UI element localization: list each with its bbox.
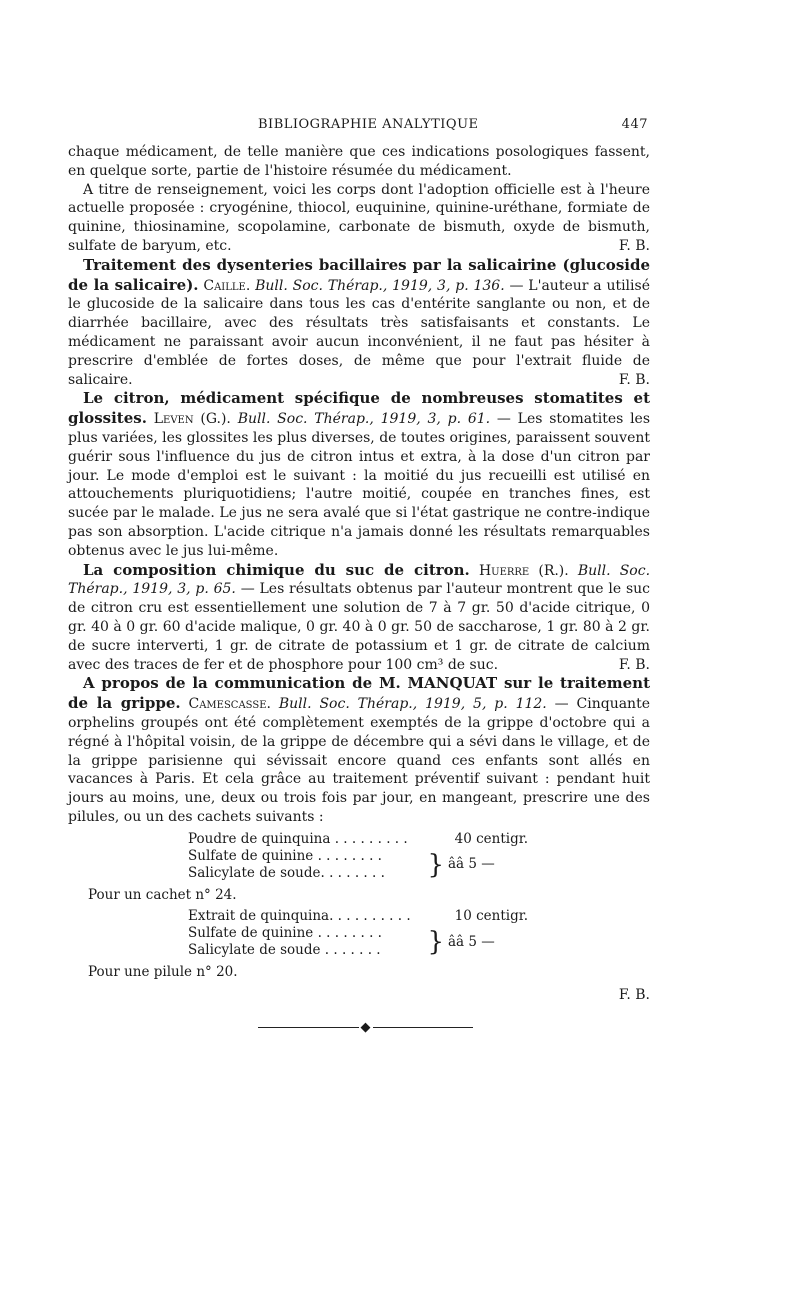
brace-glyph: } [427,849,444,880]
entry-author: Caille. [203,277,251,294]
formula-group: Sulfate de quinine . . . . . . . . Salicylate de soude . . . . . . . } ââ 5 — [188,925,495,959]
formula-line: Poudre de quinquina . . . . . . . . . 40 centigr. [188,830,528,847]
entry-reference: Bull. Soc. Thérap., 1919, 3, p. 136. [255,277,505,294]
entry-author: Leven (G.). [153,411,231,428]
formula-group: Sulfate de quinine . . . . . . . . Salicylate de soude. . . . . . . . } ââ 5 — [188,847,495,881]
entry-suc-citron [68,561,650,675]
page-number: 447 [621,117,648,132]
main-text [68,143,650,1005]
formula-cachet [188,831,528,882]
entry-body: — Les stomatites les plus variées, les glossites les plus diverses, de toutes origines, paraissent souvent guérir sous l'influence du jus de citron intus et extra, à la dose d'un citron par jour. Le mode d'emploi est le suivant : la moitié du jus recueilli est utilisé en attouchements pluriquotidiens; l'autre moitié, coupée en tranches fines, est sucée par le malade. Le jus ne sera avalé que si l'état gastrique ne contre-indique pas son absorption. L'acide citrique n'a jamais donné les résultats remarquables obtenus avec le jus lui-même. [68,411,651,559]
final-signature: F. B. [618,987,650,1004]
diamond-icon: ◆ [360,1019,371,1035]
entry-reference: Bull. Soc. Thérap., 1919, 3, p. 61. [237,411,491,428]
entry-title: La composition chimique du suc de citron. [83,560,470,579]
formula-label-pilule: Pour une pilule n° 20. [88,964,238,981]
intro-paragraph-1: chaque médicament, de telle manière que ces indications posologiques fassent, en quelque sorte, partie de l'histoire résumée du médicament. [68,144,650,179]
entry-title: A propos de la communication de M. MANQUAT sur le traitement de la grippe. [68,674,650,713]
formula-label-cachet: Pour un cachet n° 24. [88,886,237,903]
entry-author: Huerre (R.). [478,562,569,579]
running-header [68,117,648,132]
intro-signature: F. B. [618,237,650,254]
section-divider [258,1019,473,1035]
intro-paragraph-2: A titre de renseignement, voici les corps dont l'adoption officielle est à l'heure actuelle proposée : cryogénine, thiocol, euquinine, quinine-uréthane, formiate de quinine, thiosinamine, scopolamine, carbonate de bismuth, oxyde de bismuth, sulfate de baryum, etc. F. B. [68,181,650,254]
entry-body: — L'auteur a utilisé le glucoside de la salicaire dans tous les cas d'entérite sanglante ou non, et de diarrhée bacillaire, avec des résultats très satisfaisants et constants. Le médicament ne paraissant avoir aucun inconvénient, il ne faut pas hésiter à prescrire d'emblée de fortes doses, de même que pour l'extrait fluide de salicaire. [68,277,650,388]
entry-title: Le citron, médicament spécifique de nombreuses stomatites et glossites. [68,389,650,428]
divider-rule [258,1027,359,1028]
header-title: BIBLIOGRAPHIE ANALYTIQUE [258,117,479,132]
entry-author: Camescasse. [188,696,271,713]
entry-citron-stomatites [68,389,650,560]
entry-grippe [68,674,650,826]
entry-body: — Cinquante orphelins groupés ont été complètement exemptés de la grippe d'octobre qui a régné à l'hôpital voisin, de la grippe de décembre qui a sévi dans le village, et de la grippe parisienne qui sévissait encore quand ces enfants sont allés en vacances à Paris. Et cela grâce au traitement préventif suivant : pendant huit jours au moins, une, deux ou trois fois par jour, en mangeant, prescrire une des pilules, ou un des cachets suivants : [68,696,650,825]
entry-title: Traitement des dysenteries bacillaires par la salicairine (glucoside de la salicaire). [68,255,650,294]
formula-pilule [188,908,528,959]
entry-salicairine [68,256,650,390]
entry-reference: Bull. Soc. Thérap., 1919, 3, p. 65. [68,562,651,598]
entry-signature: F. B. [618,371,650,388]
divider-rule [373,1027,474,1028]
entry-reference: Bull. Soc. Thérap., 1919, 5, p. 112. [278,696,547,713]
brace-glyph: } [427,927,444,958]
entry-body: — Les résultats obtenus par l'auteur montrent que le suc de citron cru est essentiellement une solution de 7 à 7 gr. 50 d'acide citrique, 0 gr. 40 à 0 gr. 60 d'acide malique, 0 gr. 40 à 0 gr. 50 de saccharose, 1 gr. 80 à 2 gr. de sucre interverti, 1 gr. de citrate de potassium et 1 gr. de citrate de calcium avec des traces de fer et de phosphore pour 100 cm³ de suc. [68,581,650,673]
entry-signature: F. B. [618,656,650,673]
formula-line: Extrait de quinquina. . . . . . . . . . 10 centigr. [188,908,528,925]
